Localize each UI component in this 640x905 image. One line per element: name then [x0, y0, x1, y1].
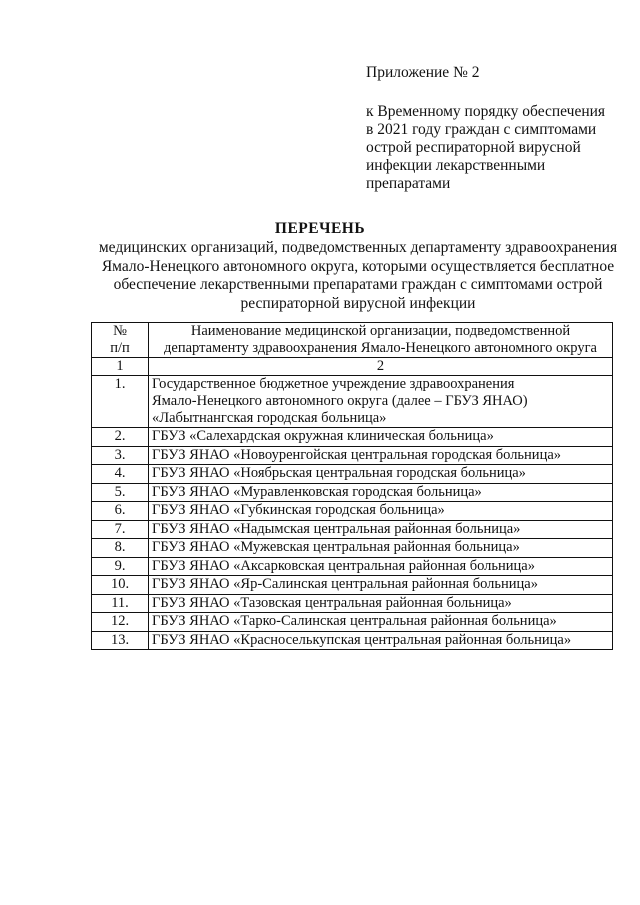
- row-number: 9.: [92, 557, 149, 576]
- organization-name: ГБУЗ ЯНАО «Яр-Салинская центральная районная больница»: [149, 576, 613, 595]
- table-row: [92, 465, 613, 484]
- row-number: 3.: [92, 446, 149, 465]
- row-number: 13.: [92, 631, 149, 650]
- table-row: [92, 428, 613, 447]
- table-row: [92, 539, 613, 558]
- organization-name: ГБУЗ ЯНАО «Тазовская центральная районная больница»: [149, 594, 613, 613]
- organization-name: ГБУЗ ЯНАО «Ноябрьская центральная городская больница»: [149, 465, 613, 484]
- row-number: 7.: [92, 520, 149, 539]
- row-number: 1.: [92, 376, 149, 428]
- organization-name: ГБУЗ ЯНАО «Красноселькупская центральная районная больница»: [149, 631, 613, 650]
- table-row: [92, 446, 613, 465]
- organizations-table: [91, 322, 613, 650]
- organization-name: ГБУЗ ЯНАО «Губкинская городская больница»: [149, 502, 613, 521]
- appendix-description: к Временному порядку обеспечения в 2021 году граждан с симптомами острой респираторной вирусной инфекции лекарственными препаратами: [366, 103, 606, 192]
- organization-name: ГБУЗ ЯНАО «Надымская центральная районная больница»: [149, 520, 613, 539]
- table-row: [92, 631, 613, 650]
- row-number: 4.: [92, 465, 149, 484]
- organization-name: ГБУЗ «Салехардская окружная клиническая больница»: [149, 428, 613, 447]
- table-row: [92, 483, 613, 502]
- table-row: [92, 502, 613, 521]
- row-number: 8.: [92, 539, 149, 558]
- appendix-number: Приложение № 2: [366, 64, 480, 81]
- column-index-row: [92, 358, 613, 376]
- table-row: [92, 613, 613, 632]
- organization-name: Государственное бюджетное учреждение здравоохранения Ямало-Ненецкого автономного округа (далее – ГБУЗ ЯНАО) «Лабытнангская городская больница»: [149, 376, 613, 428]
- table-row: [92, 557, 613, 576]
- organization-name: ГБУЗ ЯНАО «Мужевская центральная районная больница»: [149, 539, 613, 558]
- row-number: 5.: [92, 483, 149, 502]
- row-number: 2.: [92, 428, 149, 447]
- table-row: [92, 594, 613, 613]
- table-header-row: [92, 323, 613, 358]
- row-number: 11.: [92, 594, 149, 613]
- row-number: 10.: [92, 576, 149, 595]
- organization-name: ГБУЗ ЯНАО «Тарко-Салинская центральная районная больница»: [149, 613, 613, 632]
- col-number-header: № п/п: [92, 323, 149, 358]
- column-index-cell: 2: [149, 358, 613, 376]
- table-row: [92, 376, 613, 428]
- column-index-cell: 1: [92, 358, 149, 376]
- table-body: [92, 376, 613, 650]
- organization-name: ГБУЗ ЯНАО «Новоуренгойская центральная городская больница»: [149, 446, 613, 465]
- document-subtitle: медицинских организаций, подведомственных департаменту здравоохранения Ямало-Ненецкого автономного округа, которыми осуществляется бесплатное обеспечение лекарственными препаратами граждан с симптомами острой респираторной вирусной инфекции: [98, 239, 618, 312]
- table-row: [92, 576, 613, 595]
- col-name-header: Наименование медицинской организации, подведомственной департаменту здравоохранения Ямало-Ненецкого автономного округа: [149, 323, 613, 358]
- organization-name: ГБУЗ ЯНАО «Аксарковская центральная районная больница»: [149, 557, 613, 576]
- document-title: ПЕРЕЧЕНЬ: [274, 220, 366, 237]
- row-number: 6.: [92, 502, 149, 521]
- table-row: [92, 520, 613, 539]
- organization-name: ГБУЗ ЯНАО «Муравленковская городская больница»: [149, 483, 613, 502]
- row-number: 12.: [92, 613, 149, 632]
